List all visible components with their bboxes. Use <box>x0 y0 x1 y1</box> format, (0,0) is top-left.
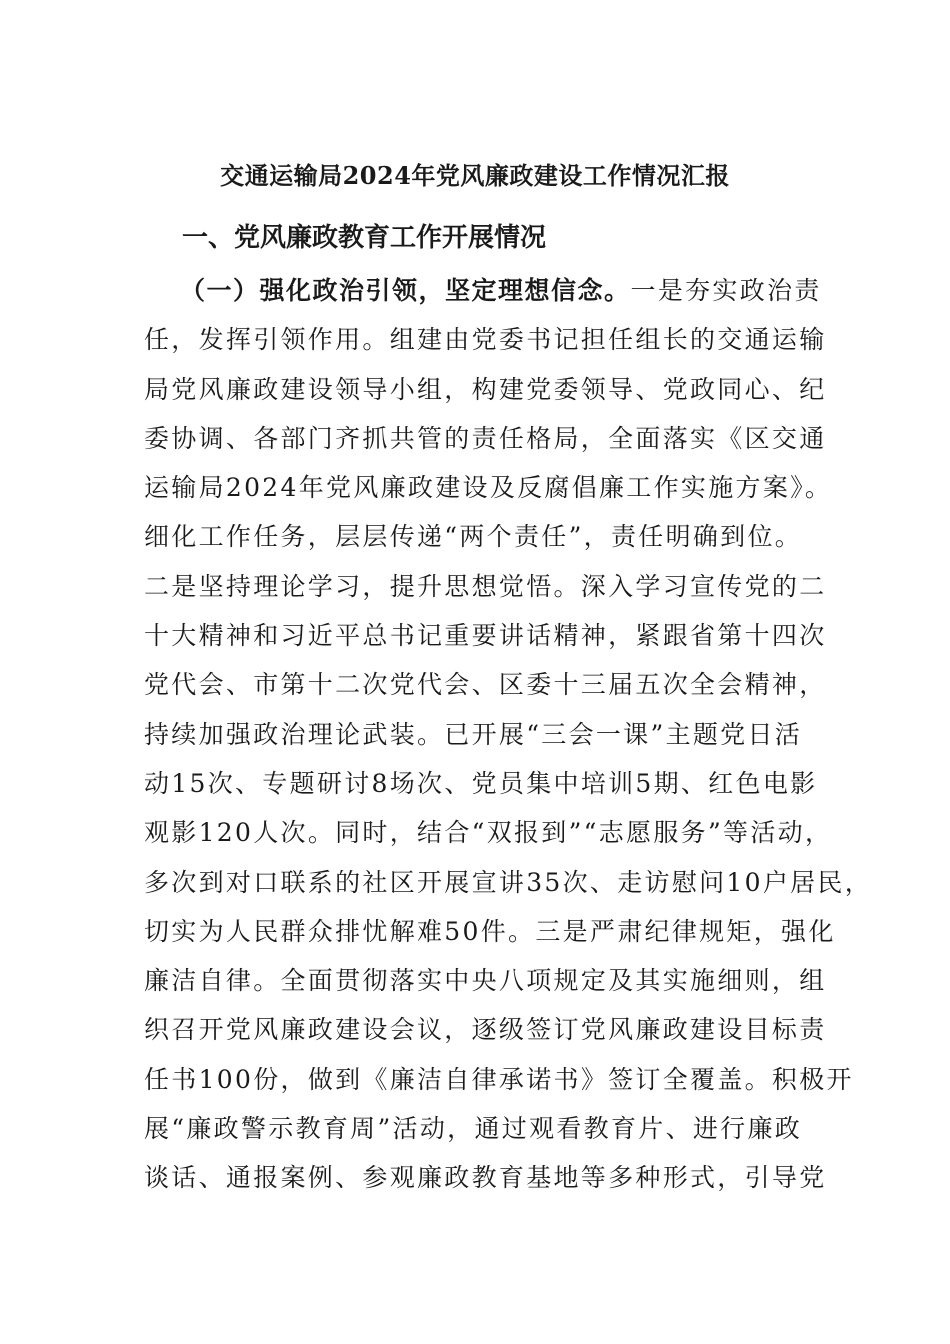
paragraph-line: 织召开党风廉政建设会议，逐级签订党风廉政建设目标责 <box>144 1015 827 1045</box>
paragraph-line: 展“廉政警示教育周”活动，通过观看教育片、进行廉政 <box>144 1114 803 1144</box>
paragraph-first-line-text: 一是夯实政治责 <box>630 276 822 305</box>
section-heading: 一、党风廉政教育工作开展情况 <box>182 223 547 253</box>
paragraph-line: 十大精神和习近平总书记重要讲话精神，紧跟省第十四次 <box>144 621 827 651</box>
paragraph-line: 任，发挥引领作用。组建由党委书记担任组长的交通运输 <box>144 325 827 355</box>
paragraph-line: 观影120人次。同时，结合“双报到”“志愿服务”等活动， <box>144 818 833 848</box>
paragraph-line: 切实为人民群众排忧解难50件。三是严肃纪律规矩，强化 <box>144 916 836 946</box>
paragraph-first-line <box>144 266 820 315</box>
body-paragraph <box>144 266 873 1203</box>
paragraph-line: 廉洁自律。全面贯彻落实中央八项规定及其实施细则，组 <box>144 966 827 996</box>
paragraph-line: 党代会、市第十二次党代会、区委十三届五次全会精神， <box>144 670 827 700</box>
paragraph-line: 运输局2024年党风廉政建设及反腐倡廉工作实施方案》。 <box>144 473 833 503</box>
paragraph-line: 持续加强政治理论武装。已开展“三会一课”主题党日活 <box>144 719 803 749</box>
paragraph-line: 动15次、专题研讨8场次、党员集中培训5期、红色电影 <box>144 768 818 798</box>
paragraph-line: 细化工作任务，层层传递“两个责任”，责任明确到位。 <box>144 522 803 552</box>
paragraph-line: 委协调、各部门齐抓共管的责任格局，全面落实《区交通 <box>144 423 827 453</box>
paragraph-line: 局党风廉政建设领导小组，构建党委领导、党政同心、纪 <box>144 374 827 404</box>
paragraph-line: 谈话、通报案例、参观廉政教育基地等多种形式，引导党 <box>144 1163 827 1193</box>
paragraph-line: 二是坚持理论学习，提升思想觉悟。深入学习宣传党的二 <box>144 571 827 601</box>
paragraph-line: 多次到对口联系的社区开展宣讲35次、走访慰问10户居民， <box>144 867 873 897</box>
paragraph-line: 任书100份，做到《廉洁自律承诺书》签订全覆盖。积极开 <box>144 1064 854 1094</box>
paragraph-lead: （一）强化政治引领，坚定理想信念。 <box>180 276 631 305</box>
document-title: 交通运输局2024年党风廉政建设工作情况汇报 <box>220 161 730 190</box>
